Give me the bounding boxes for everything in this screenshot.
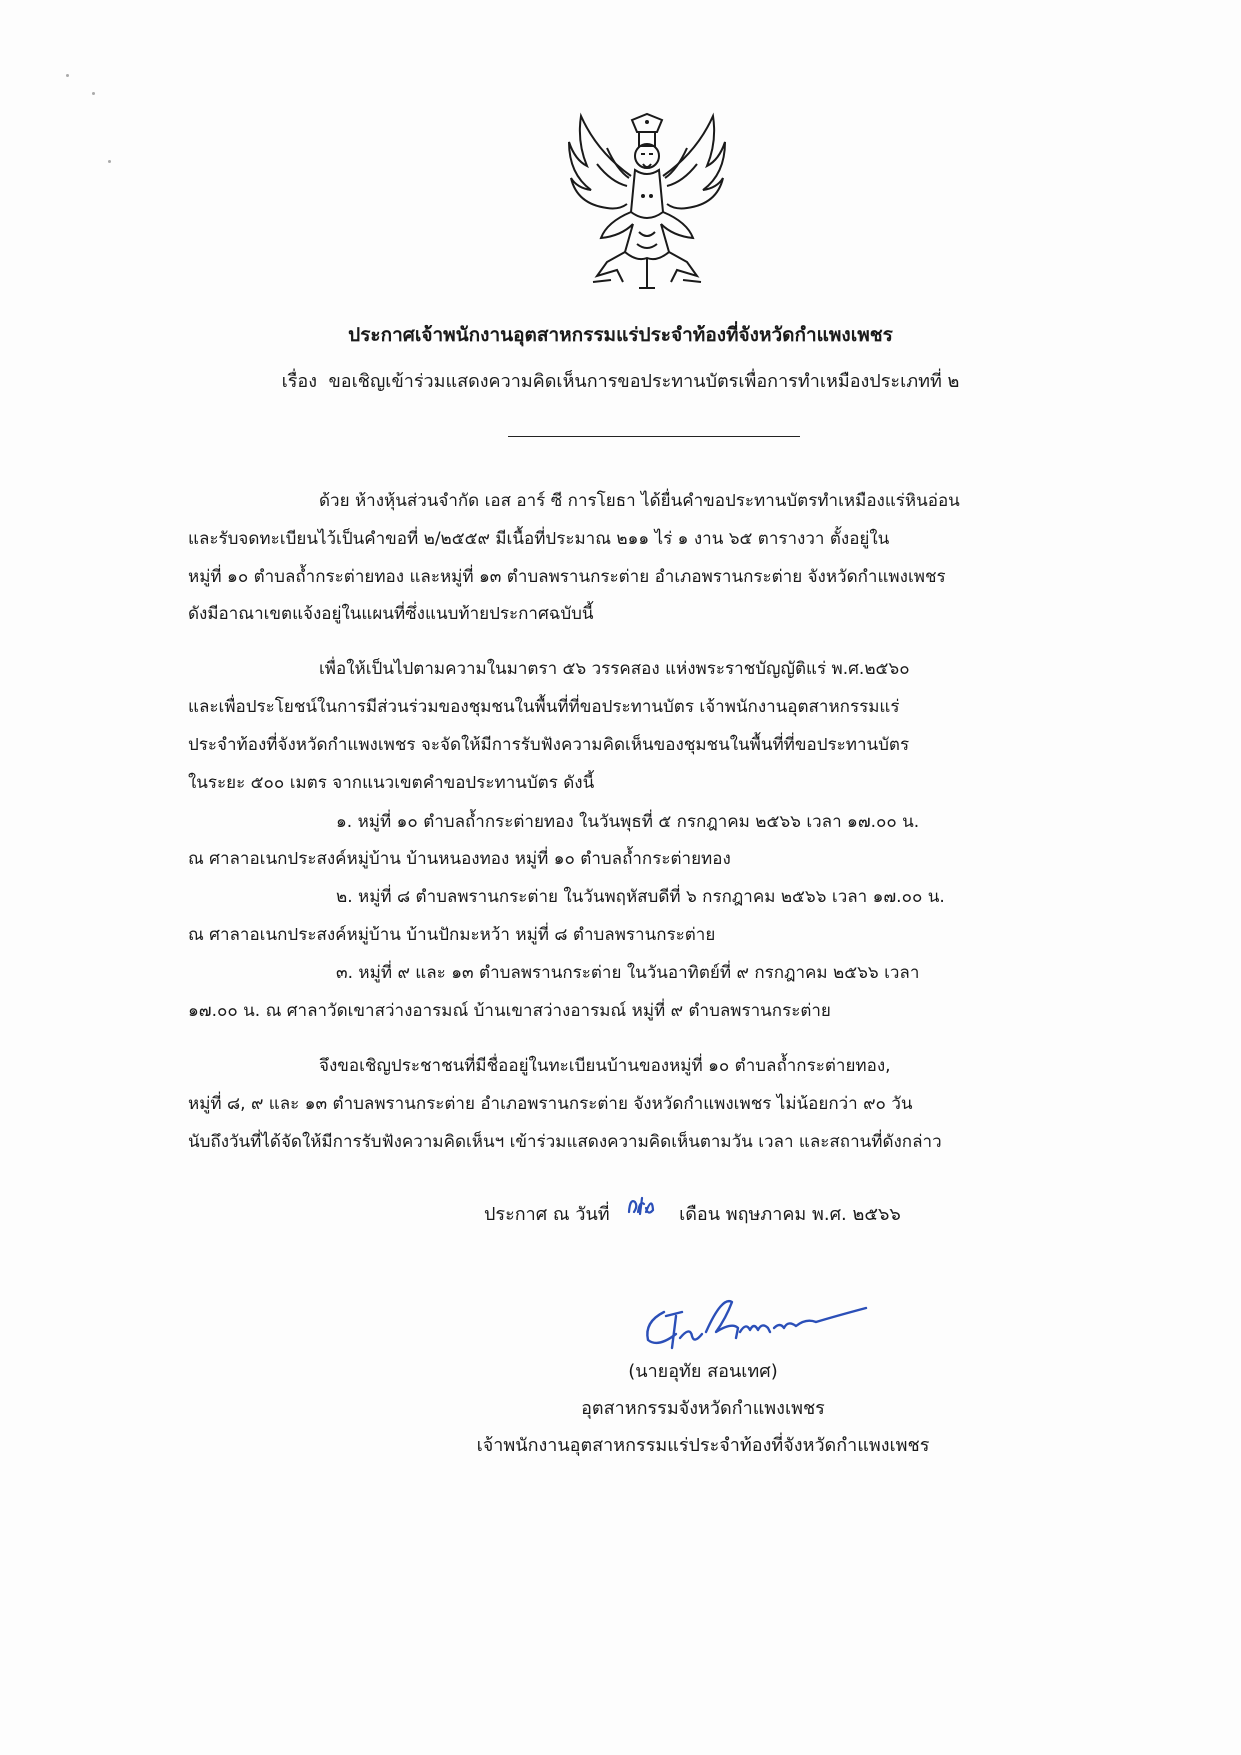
title-divider xyxy=(508,436,800,437)
paragraph-2-line-4: ในระยะ ๕๐๐ เมตร จากแนวเขตคำขอประทานบัตร ดังนี้ xyxy=(188,773,595,793)
hearing-item-2: ๒. หมู่ที่ ๘ ตำบลพรานกระต่าย ในวันพฤหัสบดีที่ ๖ กรกฎาคม ๒๕๖๖ เวลา ๑๗.๐๐ น. xyxy=(336,887,945,907)
announcement-date xyxy=(484,1199,901,1228)
handwritten-day xyxy=(626,1192,656,1218)
signatory-name: (นายอุทัย สอนเทศ) xyxy=(628,1361,778,1382)
paragraph-3-line-3: นับถึงวันที่ได้จัดให้มีการรับฟังความคิดเห็นฯ เข้าร่วมแสดงความคิดเห็นตามวัน เวลา และสถานที่ดังกล่าว xyxy=(188,1132,942,1152)
paragraph-2-line-3: ประจำท้องที่จังหวัดกำแพงเพชร จะจัดให้มีการรับฟังความคิดเห็นของชุมชนในพื้นที่ที่ขอประทานบัตร xyxy=(188,735,910,755)
hearing-item-3: ๓. หมู่ที่ ๙ และ ๑๓ ตำบลพรานกระต่าย ในวันอาทิตย์ที่ ๙ กรกฎาคม ๒๕๖๖ เวลา xyxy=(336,963,920,983)
subject-line xyxy=(150,366,1091,395)
scan-speck xyxy=(108,160,111,163)
paragraph-3-line-2: หมู่ที่ ๘, ๙ และ ๑๓ ตำบลพรานกระต่าย อำเภอพรานกระต่าย จังหวัดกำแพงเพชร ไม่น้อยกว่า ๙๐ วัน xyxy=(188,1094,913,1114)
scan-speck xyxy=(92,92,95,95)
page-title: ประกาศเจ้าพนักงานอุตสาหกรรมแร่ประจำท้องที่จังหวัดกำแพงเพชร xyxy=(348,324,893,346)
paragraph-1-line-4: ดังมีอาณาเขตแจ้งอยู่ในแผนที่ซึ่งแนบท้ายประกาศฉบับนี้ xyxy=(188,604,594,624)
hearing-item-1-venue: ณ ศาลาอเนกประสงค์หมู่บ้าน บ้านหนองทอง หมู่ที่ ๑๐ ตำบลถ้ำกระต่ายทอง xyxy=(188,849,731,869)
hearing-item-1: ๑. หมู่ที่ ๑๐ ตำบลถ้ำกระต่ายทอง ในวันพุธที่ ๕ กรกฎาคม ๒๕๖๖ เวลา ๑๗.๐๐ น. xyxy=(336,812,920,832)
paragraph-2-line-1: เพื่อให้เป็นไปตามความในมาตรา ๕๖ วรรคสอง แห่งพระราชบัญญัติแร่ พ.ศ.๒๕๖๐ xyxy=(319,659,910,679)
paragraph-1-line-3: หมู่ที่ ๑๐ ตำบลถ้ำกระต่ายทอง และหมู่ที่ ๑๓ ตำบลพรานกระต่าย อำเภอพรานกระต่าย จังหวัดกำแพงเพชร xyxy=(188,567,946,587)
paragraph-2-line-2: และเพื่อประโยชน์ในการมีส่วนร่วมของชุมชนในพื้นที่ที่ขอประทานบัตร เจ้าพนักงานอุตสาหกรรมแร่ xyxy=(188,697,900,717)
garuda-emblem-icon xyxy=(567,112,727,292)
subject-text: ขอเชิญเข้าร่วมแสดงความคิดเห็นการขอประทานบัตรเพื่อการทำเหมืองประเภทที่ ๒ xyxy=(328,371,960,392)
paragraph-1-line-2: และรับจดทะเบียนไว้เป็นคำขอที่ ๒/๒๕๕๙ มีเนื้อที่ประมาณ ๒๑๑ ไร่ ๑ งาน ๖๕ ตารางวา ตั้งอยู่ใน xyxy=(188,529,890,549)
scan-speck xyxy=(66,74,69,77)
date-prefix: ประกาศ ณ วันที่ xyxy=(484,1204,610,1225)
date-suffix: เดือน พฤษภาคม พ.ศ. ๒๕๖๖ xyxy=(679,1204,901,1225)
signatory-position-1: อุตสาหกรรมจังหวัดกำแพงเพชร xyxy=(581,1398,825,1419)
subject-label: เรื่อง xyxy=(281,371,318,392)
handwritten-signature xyxy=(636,1282,886,1357)
signatory-position-2: เจ้าพนักงานอุตสาหกรรมแร่ประจำท้องที่จังหวัดกำแพงเพชร xyxy=(476,1435,930,1456)
paragraph-1-line-1: ด้วย ห้างหุ้นส่วนจำกัด เอส อาร์ ซี การโยธา ได้ยื่นคำขอประทานบัตรทำเหมืองแร่หินอ่อน xyxy=(319,491,960,511)
hearing-item-2-venue: ณ ศาลาอเนกประสงค์หมู่บ้าน บ้านปักมะหว้า หมู่ที่ ๘ ตำบลพรานกระต่าย xyxy=(188,925,716,945)
hearing-item-3-venue: ๑๗.๐๐ น. ณ ศาลาวัดเขาสว่างอารมณ์ บ้านเขาสว่างอารมณ์ หมู่ที่ ๙ ตำบลพรานกระต่าย xyxy=(188,1001,831,1021)
paragraph-3-line-1: จึงขอเชิญประชาชนที่มีชื่ออยู่ในทะเบียนบ้านของหมู่ที่ ๑๐ ตำบลถ้ำกระต่ายทอง, xyxy=(319,1056,891,1076)
